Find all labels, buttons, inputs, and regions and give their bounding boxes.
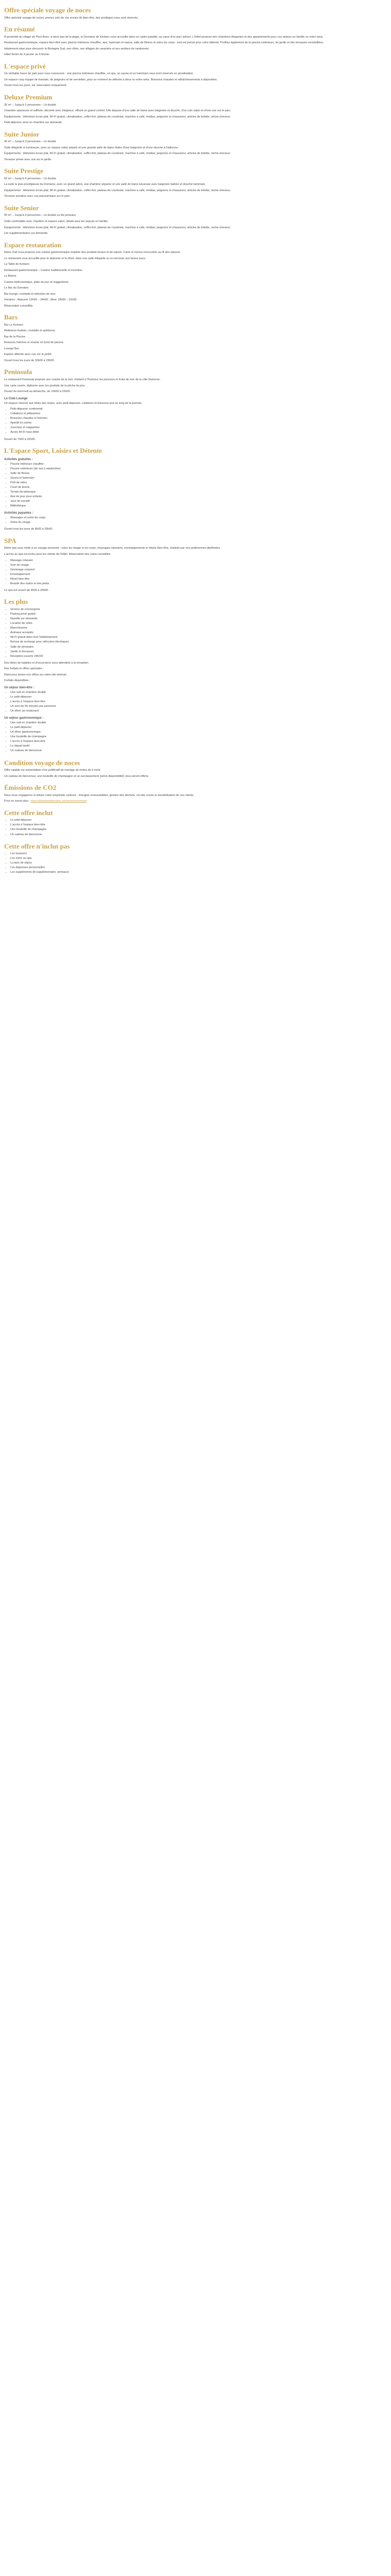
arrival-paragraph: Restaurant gastronomique, espace bien-être avec piscine intérieure chauffée, spa, hammam et sauna, salle de fitness et soins du corps : tout est pensé pour votre détente. Profitez également de la piscine extérieure, du jardin et des terrasses ensoleillées.: [4, 41, 324, 45]
pack-gastro-list: [4, 721, 379, 753]
list-item: • La taxe de séjour: [10, 861, 379, 866]
restaurant-paragraph: Notre chef vous propose une cuisine gastronomique inspirée des produits locaux et de saison. Carte et menus renouvelés au fil des saisons.: [4, 251, 181, 255]
spa2-paragraph: L'accès au spa est inclus pour les clients de l'hôtel. Réservation des soins conseillée.: [4, 553, 111, 556]
offer-title: Offre spéciale voyage de noces: [4, 6, 91, 14]
list-item: • Prêt de vélos: [10, 481, 379, 485]
deluxe-paragraph: Petit-déjeuner servi en chambre sur demande.: [4, 121, 63, 125]
packs-paragraph: Retrouvez toutes nos offres sur notre site internet.: [4, 673, 67, 676]
list-item: • Sauna et hammam: [10, 476, 379, 481]
junior-paragraph: Suite élégante et lumineuse, avec un espace salon séparé et une grande salle de bains dotée d'une baignoire et d'une douche à l'italienne.: [4, 146, 179, 149]
senior-paragraph: Suite confortable avec chambre et espace salon, idéale pour les séjours en famille.: [4, 219, 109, 223]
list-item: • Animaux acceptés: [10, 631, 379, 635]
peninsula-paragraph: Ouvert de 7h00 à 22h00.: [4, 437, 36, 441]
list-item: • Wi-Fi gratuit dans tout l'établissement: [10, 635, 379, 640]
emissions-label: Pour en savoir plus :: [4, 800, 30, 803]
bars-title: Bars: [4, 313, 18, 321]
senior-paragraph: Équipements : télévision écran plat, Wi-Fi gratuit, climatisation, coffre-fort, plateau de courtoisie, machine à café, minibar, peignoirs et chaussons, articles de toilette, sèche-cheveux.: [4, 226, 231, 229]
list-item: • Le petit-déjeuner: [10, 725, 379, 730]
list-item: • Un dîner gastronomique: [10, 730, 379, 735]
conditions-paragraph: Un cadeau de bienvenue, une bouteille de champagne et un surclassement (selon disponibilité) vous seront offerts.: [4, 774, 149, 778]
arrival-title: En résumé: [4, 25, 35, 33]
club-lounge-list: [4, 407, 379, 435]
conditions-title: Condition voyage de noces: [4, 758, 80, 767]
conditions-paragraph: Offre valable sur présentation d'un justificatif de mariage de moins de 6 mois.: [4, 769, 101, 772]
prestige-title: Suite Prestige: [4, 167, 43, 175]
prestige-paragraph: Terrasse privative avec vue panoramique sur le parc.: [4, 195, 71, 198]
list-item: • Réception ouverte 24h/24: [10, 654, 379, 659]
pack-wellness-title: Un séjour bien-être :: [4, 686, 35, 689]
restaurant-item-name: Le Bar du Domaine: [4, 286, 29, 290]
restaurant-item-name: La Table de Kerlann: [4, 263, 29, 266]
list-item: • L'accès à l'espace bien-être: [10, 739, 379, 744]
deluxe-title: Deluxe Premium: [4, 93, 53, 101]
privee-title: L'espace privé: [4, 62, 46, 70]
restaurant-note: Réservation conseillée.: [4, 304, 34, 308]
emissions-paragraph: Nous nous engageons à réduire notre empreinte carbone : énergies renouvelables, gestion des déchets, circuits courts et sensibilisation de nos clients.: [4, 793, 194, 797]
deluxe-specs: 35 m² – Jusqu'à 2 personnes – Lit double: [4, 103, 56, 107]
restaurant-title: Espace restauration: [4, 241, 61, 249]
restaurant-hours: Horaires : déjeuner 12h00 – 14h00 ; dîner 19h00 – 21h30.: [4, 298, 77, 302]
list-item: • Court de tennis: [10, 485, 379, 490]
pack-wellness-list: [4, 690, 379, 714]
list-item: • Le départ tardif: [10, 744, 379, 749]
list-item: • Apéritif en soirée: [10, 421, 379, 426]
peninsula-paragraph: Une carte courte, élaborée avec les produits de la pêche du jour.: [4, 384, 86, 387]
list-item: • Les boissons: [10, 852, 379, 856]
free-activities-list: [4, 462, 379, 509]
loisirs-list: [4, 607, 379, 659]
list-item: • Location de vélos: [10, 621, 379, 626]
page: [0, 0, 383, 880]
list-item: • Collations et pâtisseries: [10, 412, 379, 416]
arrival-paragraph: Idéalement situé pour découvrir la Bretagne Sud, ses côtes, ses villages de caractère et ses sentiers de randonnée.: [4, 47, 150, 50]
list-item: • Salle de séminaire: [10, 645, 379, 650]
list-item: • Une nuit en chambre double: [10, 690, 379, 695]
list-item: • Rituel bien-être: [10, 577, 379, 582]
list-item: • Le petit-déjeuner: [10, 695, 379, 700]
list-item: • Enveloppement: [10, 572, 379, 577]
list-item: • L'accès à l'espace bien-être: [10, 823, 379, 827]
included-title: Cette offre inclut: [4, 808, 53, 817]
junior-specs: 45 m² – Jusqu'à 3 personnes – Lit double: [4, 140, 56, 144]
privee-paragraph: Un véritable havre de paix pour vous ressourcer : une piscine intérieure chauffée, un spa, un sauna et un hammam vous sont réservés en privatisation.: [4, 72, 194, 76]
restaurant-item-text: Restaurant gastronomique – Cuisine traditionnelle et inventive.: [4, 268, 83, 272]
list-item: • Terrain de pétanque: [10, 490, 379, 495]
deluxe-paragraph: Chambre spacieuse et raffinée, décorée avec élégance, offrant un grand confort. Elle dispose d'une salle de bains avec baignoire et douche, d'un coin salon et d'une vue sur le parc.: [4, 109, 232, 113]
list-item: • Boissons chaudes et fraîches: [10, 416, 379, 421]
list-item: • Aire de jeux pour enfants: [10, 495, 379, 499]
list-item: • Un cadeau de bienvenue: [10, 749, 379, 753]
pack-gastro-title: Un séjour gastronomique :: [4, 717, 44, 720]
list-item: • Bibliothèque: [10, 504, 379, 509]
bar-item-text: Boissons fraîches et snacks en bord de piscine.: [4, 341, 64, 345]
list-item: • Piscine intérieure chauffée: [10, 462, 379, 467]
emissions-link[interactable]: www.domainedekerlann.com/environnement: [30, 800, 87, 803]
privee-paragraph: Un espace cosy équipé de transats, de peignoirs et de serviettes, pour un moment de détente à deux ou entre amis. Boissons chaudes et rafraîchissements à disposition.: [4, 78, 218, 81]
list-item: • Salle de fitness: [10, 471, 379, 476]
list-item: • Jardin et terrasses: [10, 650, 379, 654]
list-item: • Le petit-déjeuner: [10, 818, 379, 823]
paid-activities-title: Activités payantes :: [4, 512, 34, 515]
peninsula-paragraph: Le restaurant Peninsula propose une cuisine de la mer, mettant à l'honneur les poissons et fruits de mer de la côte bretonne.: [4, 378, 161, 382]
peninsula-paragraph: Un espace réservé aux hôtes des suites, avec petit-déjeuner, collations et boissons tout au long de la journée.: [4, 401, 142, 405]
list-item: • Une nuit en chambre double: [10, 721, 379, 725]
spa2-list: [4, 558, 379, 586]
list-item: • Massage relaxant: [10, 558, 379, 563]
list-item: • L'accès à l'espace bien-être: [10, 700, 379, 704]
list-item: • Les soins au spa: [10, 856, 379, 861]
list-item: • Massages et soins du corps: [10, 516, 379, 520]
list-item: • Piscine extérieure (de mai à septembre): [10, 467, 379, 471]
excluded-title: Cette offre n'inclut pas: [4, 842, 70, 850]
spa2-note: Le spa est ouvert de 9h00 à 20h00.: [4, 588, 49, 592]
junior-paragraph: Équipements : télévision écran plat, Wi-Fi gratuit, climatisation, coffre-fort, plateau de courtoisie, machine à café, minibar, peignoirs et chaussons, articles de toilette, sèche-cheveux.: [4, 152, 231, 156]
packs-paragraph: Nos forfaits et offres spéciales :: [4, 667, 44, 671]
prestige-paragraph: La suite la plus prestigieuse du Domaine, avec un grand salon, une chambre séparée et une salle de bains luxueuse avec baignoire balnéo et douche hammam.: [4, 183, 206, 187]
list-item: • Beauté des mains et des pieds: [10, 582, 379, 586]
senior-specs: 55 m² – Jusqu'à 4 personnes – Lit double ou lits jumeaux: [4, 214, 76, 217]
list-item: • Une bouteille de champagne: [10, 735, 379, 739]
list-item: • Journaux et magazines: [10, 426, 379, 430]
paid-activities-list: [4, 516, 379, 525]
bar-item-text: Espace détente avec vue sur le jardin.: [4, 353, 53, 357]
bars-hours: Ouvert tous les jours de 10h00 à 23h00.: [4, 359, 55, 362]
list-item: • Parking privé gratuit: [10, 612, 379, 617]
loisirs-paragraph: Des idées de balades et d'excursions vous attendent à la réception.: [4, 661, 89, 665]
restaurant-item-text: Bar lounge, cocktails et sélection de vins.: [4, 292, 56, 296]
list-item: • Navette sur demande: [10, 617, 379, 621]
list-item: • Accès Wi-Fi haut débit: [10, 430, 379, 435]
restaurant-item-name: Le Bistrot: [4, 275, 17, 278]
list-item: • Les dépenses personnelles: [10, 866, 379, 870]
bar-item-text: Ambiance feutrée, cocktails et spiritueux.: [4, 329, 56, 333]
bar-item-name: Bar Le Kerlann: [4, 323, 23, 327]
list-item: • Service de conciergerie: [10, 607, 379, 612]
list-item: • Un dîner au restaurant: [10, 709, 379, 714]
prestige-paragraph: Équipements : télévision écran plat, Wi-Fi gratuit, climatisation, coffre-fort, plateau de courtoisie, machine à café, minibar, peignoirs et chaussons, articles de toilette, sèche-cheveux.: [4, 189, 231, 192]
included-list: [4, 818, 379, 837]
list-item: • Une bouteille de champagne: [10, 827, 379, 832]
list-item: • Soin du visage: [10, 563, 379, 568]
senior-title: Suite Senior: [4, 204, 39, 212]
junior-paragraph: Terrasse privée avec vue sur le jardin.: [4, 158, 52, 161]
list-item: • Petit-déjeuner continental: [10, 407, 379, 412]
offer-text: Offre spéciale voyage de noces, prenez soin de vos envies de bien-être, des privilèges vous sont réservés.: [4, 16, 139, 20]
spa-hours: Ouvert tous les jours de 8h00 à 20h00.: [4, 528, 53, 531]
senior-paragraph: Lits supplémentaires sur demande.: [4, 232, 48, 235]
emissions-paragraph: [4, 799, 379, 804]
loisirs-title: Les plus: [4, 598, 28, 606]
bar-item-name: Bar de la Piscine: [4, 335, 26, 338]
excluded-list: [4, 852, 379, 875]
list-item: • Les suppléments (lit supplémentaire, animaux): [10, 870, 379, 875]
list-item: • Jeux de société: [10, 499, 379, 504]
restaurant-item-text: Cuisine bistronomique, plats du jour et suggestions.: [4, 280, 69, 284]
restaurant-paragraph: Le restaurant vous accueille pour le déjeuner et le dîner, dans une salle élégante ou en terrasse aux beaux jours.: [4, 257, 146, 260]
list-item: • Gommage corporel: [10, 568, 379, 572]
spa2-title: SPA: [4, 536, 17, 545]
arrival-paragraph: À proximité du village de Pont-Aven, à deux pas de la plage, le Domaine de Kerlann vous accueille dans un cadre paisible, au cœur d'un parc arboré. L'hôtel propose des chambres élégantes et des appartements pour vos séjours en famille ou entre amis.: [4, 35, 323, 39]
list-item: • Un cadeau de bienvenue: [10, 833, 379, 837]
privee-paragraph: Ouvert tous les jours, sur réservation uniquement.: [4, 84, 67, 88]
packs-paragraph: Forfaits disponibles :: [4, 679, 30, 683]
spa2-paragraph: Notre spa vous invite à un voyage sensoriel : soins du visage et du corps, massages relaxants, enveloppements et rituels bien-être, réalisés par nos praticiennes diplômées.: [4, 547, 221, 550]
spa-title: L'Espace Sport, Loisirs et Détente: [4, 447, 102, 455]
list-item: • Bornes de recharge pour véhicules électriques: [10, 640, 379, 645]
prestige-specs: 60 m² – Jusqu'à 4 personnes – Lit double: [4, 177, 56, 180]
peninsula-paragraph: Ouvert du mercredi au dimanche, de 19h00 à 22h00.: [4, 390, 71, 394]
list-item: • Soins du visage: [10, 520, 379, 525]
arrival-paragraph: Hôtel fermé du 4 janvier au 4 février.: [4, 53, 50, 57]
junior-title: Suite Junior: [4, 130, 40, 138]
emissions-title: Émissions de CO2: [4, 784, 57, 792]
bar-item-name: Lounge Bar: [4, 347, 19, 350]
list-item: • Blanchisserie: [10, 626, 379, 631]
list-item: • Un soin de 50 minutes par personne: [10, 704, 379, 709]
club-lounge-title: Le Club Lounge: [4, 397, 28, 400]
deluxe-paragraph: Équipements : télévision écran plat, Wi-Fi gratuit, climatisation, coffre-fort, plateau de courtoisie, machine à café, minibar, peignoirs et chaussons, articles de toilette, sèche-cheveux.: [4, 115, 231, 118]
free-activities-title: Activités gratuites :: [4, 457, 33, 461]
peninsula-title: Peninsula: [4, 368, 32, 376]
